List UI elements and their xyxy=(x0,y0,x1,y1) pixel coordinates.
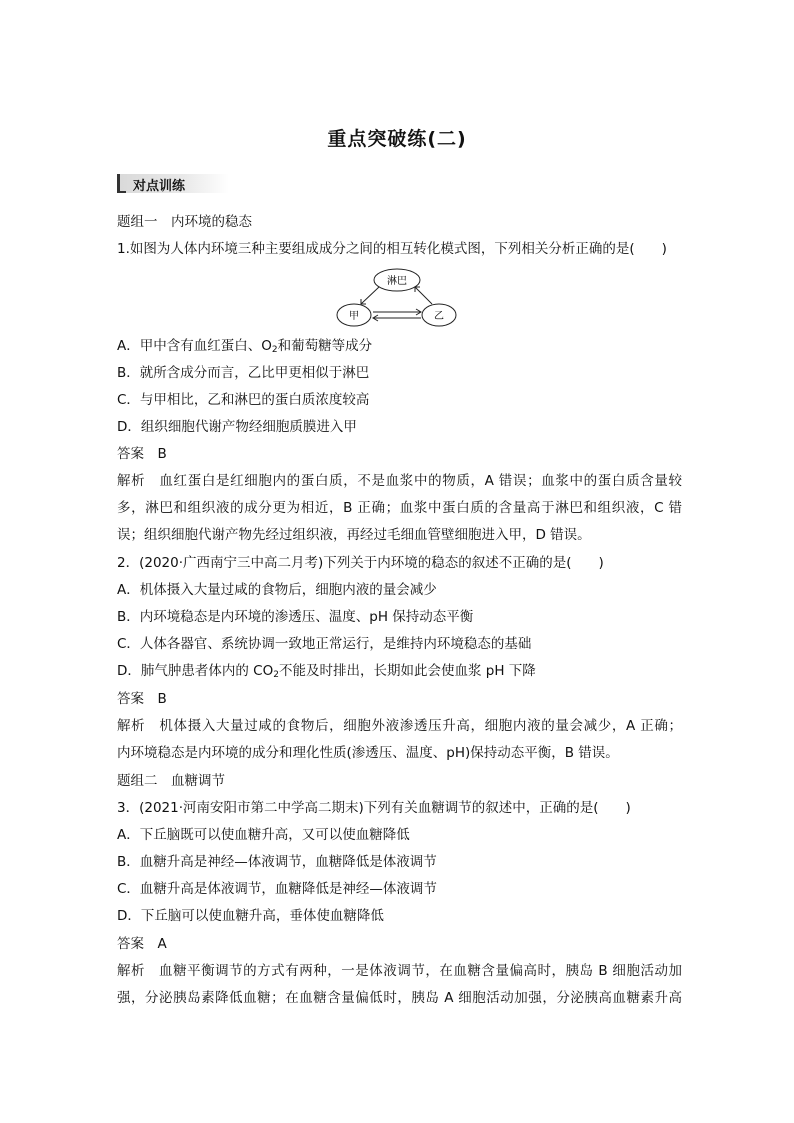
q1-option-a-text-end: 和葡萄糖等成分 xyxy=(277,338,373,354)
q2-analysis-line-2: 内环境稳态是内环境的成分和理化性质(渗透压、温度、pH)保持动态平衡，B 错误。 xyxy=(117,745,619,761)
q3-stem: 3．(2021·河南安阳市第二中学高二期末)下列有关血糖调节的叙述中，正确的是( ) xyxy=(117,800,631,816)
group1-label: 题组一 内环境的稳态 xyxy=(117,214,252,230)
page-title: 重点突破练(二) xyxy=(327,128,467,150)
q2-option-d xyxy=(117,661,682,685)
q2-option-a: A．机体摄入大量过咸的食物后，细胞内液的量会减少 xyxy=(117,582,437,598)
q1-option-c: C．与甲相比，乙和淋巴的蛋白质浓度较高 xyxy=(117,392,370,408)
diagram-arrow-yi-to-lymph xyxy=(415,287,432,304)
q3-option-a: A．下丘脑既可以使血糖升高，又可以使血糖降低 xyxy=(117,827,410,843)
q3-option-b: B．血糖升高是神经—体液调节，血糖降低是体液调节 xyxy=(117,854,437,870)
q2-option-c: C．人体各器官、系统协调一致地正常运行，是维持内环境稳态的基础 xyxy=(117,636,532,652)
diagram-label-jia: 甲 xyxy=(349,311,359,322)
q1-diagram xyxy=(335,266,465,330)
q3-answer: 答案 A xyxy=(117,936,167,952)
section-label: 对点训练 xyxy=(133,179,186,194)
q1-analysis-line-1: 解析 血红蛋白是红细胞内的蛋白质，不是血浆中的物质，A 错误；血浆中的蛋白质含量较 xyxy=(117,473,682,489)
q2-option-d-sub: 2 xyxy=(273,670,279,680)
q3-option-d: D．下丘脑可以使血糖升高，垂体使血糖降低 xyxy=(117,908,384,924)
q1-analysis-line-2: 多，淋巴和组织液的成分更为相近，B 正确；血浆中蛋白质的含量高于淋巴和组织液，C 错 xyxy=(117,500,682,516)
q3-analysis-line-2: 强，分泌胰岛素降低血糖；在血糖含量偏低时，胰岛 A 细胞活动加强，分泌胰高血糖素升高 xyxy=(117,990,682,1006)
q2-option-d-text: D．肺气肿患者体内的 CO xyxy=(117,663,274,679)
q1-option-d: D．组织细胞代谢产物经细胞质膜进入甲 xyxy=(117,419,357,435)
diagram-label-yi: 乙 xyxy=(434,311,444,322)
q2-option-b: B．内环境稳态是内环境的渗透压、温度、pH 保持动态平衡 xyxy=(117,609,474,625)
q2-option-d-text-end: 不能及时排出，长期如此会使血浆 pH 下降 xyxy=(278,663,536,679)
q1-option-a-text: A．甲中含有血红蛋白、O xyxy=(117,338,272,354)
q1-option-a-sub: 2 xyxy=(271,345,278,355)
section-tag-bar-foot xyxy=(120,191,126,193)
q2-answer: 答案 B xyxy=(117,691,167,707)
q1-analysis-line-3: 误；组织细胞代谢产物先经过组织液，再经过毛细血管壁细胞进入甲，D 错误。 xyxy=(117,527,591,543)
q1-option-b: B．就所含成分而言，乙比甲更相似于淋巴 xyxy=(117,365,370,381)
q3-option-c: C．血糖升高是体液调节，血糖降低是神经—体液调节 xyxy=(117,881,437,897)
q1-option-a xyxy=(117,336,682,360)
q1-answer: 答案 B xyxy=(117,446,167,462)
section-tag xyxy=(117,174,229,193)
q1-stem: 1.如图为人体内环境三种主要组成成分之间的相互转化模式图，下列相关分析正确的是( ) xyxy=(117,241,667,257)
diagram-arrow-lymph-to-jia xyxy=(361,287,379,304)
group2-label: 题组二 血糖调节 xyxy=(117,773,225,789)
diagram-label-lymph: 淋巴 xyxy=(387,276,407,287)
q2-analysis-line-1: 解析 机体摄入大量过咸的食物后，细胞外液渗透压升高，细胞内液的量会减少，A 正确； xyxy=(117,718,682,734)
q3-analysis-line-1: 解析 血糖平衡调节的方式有两种，一是体液调节，在血糖含量偏高时，胰岛 B 细胞活动加 xyxy=(117,963,682,979)
q2-stem: 2．(2020·广西南宁三中高二月考)下列关于内环境的稳态的叙述不正确的是( ) xyxy=(117,555,604,571)
